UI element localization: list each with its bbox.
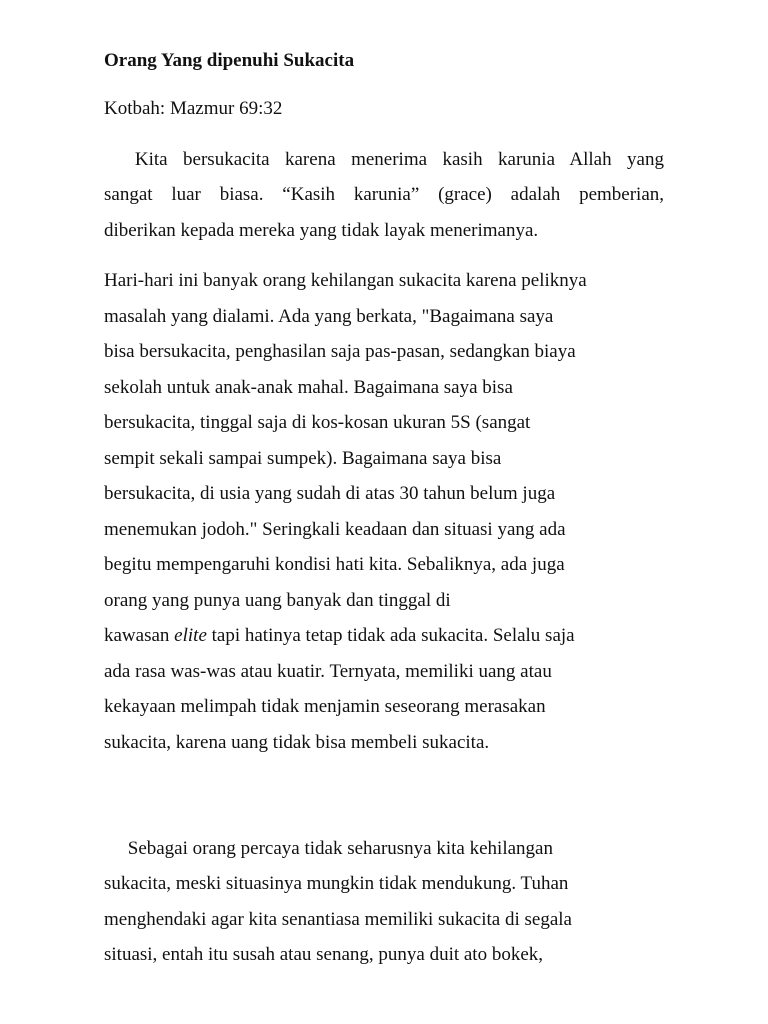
document-title: Orang Yang dipenuhi Sukacita	[104, 50, 355, 71]
paragraph-2-line-6: sempit sekali sampai sumpek). Bagaimana saya bisa	[104, 448, 502, 469]
paragraph-2-line-10: orang yang punya uang banyak dan tinggal di	[104, 590, 451, 611]
paragraph-2-line-13: kekayaan melimpah tidak menjamin seseorang merasakan	[104, 696, 546, 717]
paragraph-2-line-11	[104, 624, 575, 648]
paragraph-1-line-3: diberikan kepada mereka yang tidak layak menerimanya.	[104, 220, 539, 241]
elite-line-before: kawasan	[104, 625, 175, 646]
paragraph-2-line-1: Hari-hari ini banyak orang kehilangan sukacita karena peliknya	[104, 270, 587, 291]
paragraph-2-line-2: masalah yang dialami. Ada yang berkata, "Bagaimana saya	[104, 306, 554, 327]
elite-word: elite	[174, 625, 207, 646]
paragraph-2-line-7: bersukacita, di usia yang sudah di atas 30 tahun belum juga	[104, 483, 556, 504]
paragraph-3-line-4: situasi, entah itu susah atau senang, punya duit ato bokek,	[104, 944, 544, 965]
elite-line-after: tapi hatinya tetap tidak ada sukacita. Selalu saja	[206, 625, 575, 646]
paragraph-3-line-1: Sebagai orang percaya tidak seharusnya kita kehilangan	[104, 838, 553, 859]
paragraph-2-line-9: begitu mempengaruhi kondisi hati kita. Sebaliknya, ada juga	[104, 554, 565, 575]
paragraph-2-line-14: sukacita, karena uang tidak bisa membeli sukacita.	[104, 732, 490, 753]
paragraph-2-line-8: menemukan jodoh." Seringkali keadaan dan situasi yang ada	[104, 519, 566, 540]
sermon-reference: Kotbah: Mazmur 69:32	[104, 98, 283, 119]
paragraph-2-line-4: sekolah untuk anak-anak mahal. Bagaimana saya bisa	[104, 377, 513, 398]
paragraph-2-line-5: bersukacita, tinggal saja di kos-kosan ukuran 5S (sangat	[104, 412, 531, 433]
paragraph-1-line-1: Kita bersukacita karena menerima kasih karunia Allah yang	[104, 149, 664, 170]
paragraph-1-line-2: sangat luar biasa. “Kasih karunia” (grace) adalah pemberian,	[104, 184, 664, 205]
paragraph-2-line-12: ada rasa was-was atau kuatir. Ternyata, memiliki uang atau	[104, 661, 552, 682]
paragraph-2-line-3: bisa bersukacita, penghasilan saja pas-pasan, sedangkan biaya	[104, 341, 576, 362]
paragraph-3-line-2: sukacita, meski situasinya mungkin tidak mendukung. Tuhan	[104, 873, 569, 894]
paragraph-3-line-3: menghendaki agar kita senantiasa memiliki sukacita di segala	[104, 909, 572, 930]
